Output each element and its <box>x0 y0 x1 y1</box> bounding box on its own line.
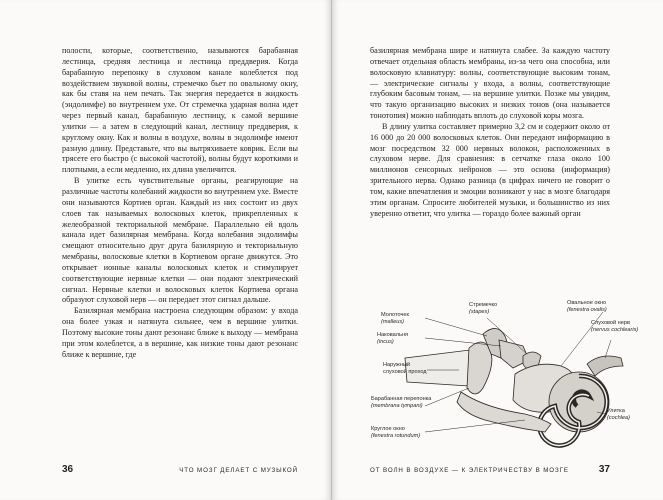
page-number-left: 36 <box>62 464 74 475</box>
label-incus: Наковальня (incus) <box>377 332 409 345</box>
right-page <box>332 0 663 500</box>
label-tympanum: Барабанная перепонка (membrana tympani) <box>371 396 432 409</box>
running-footer-left: ЧТО МОЗГ ДЕЛАЕТ С МУЗЫКОЙ <box>179 467 298 474</box>
left-page <box>0 0 331 500</box>
label-oval-window: Овальное окно (fenestra ovalis) <box>567 300 607 313</box>
ear-anatomy-figure <box>365 296 655 456</box>
left-page-body <box>62 46 298 360</box>
label-malleus: Молоточек (malleus) <box>381 312 409 325</box>
left-paragraph-3: Базилярная мембрана настроена следующим образом: у входа она более узкая и натянута сильнее, чем в вершине улитки. Поэтому высокие тоны дают резонанс ближе к выходу — мембрана при этом колеблется, а в вершине, как низкие тоны дают резонанс ближе к вершине, где <box>62 306 298 359</box>
label-stapes: Стремечко (stapes) <box>469 302 498 315</box>
right-paragraph-2: В длину улитка составляет примерно 3,2 см и содержит около от 16 000 до 20 000 волосковых клеток. Они передают информацию в мозг посредством 32 000 нервных волокон, расположенных в слуховом нерве. Для сравнения: в сетчатке глаза около 100 миллионов сенсорных нейронов — это основа (информация) зрительного нерва. Однако разница (в цифрах ничего не говорит о том, какие впечатления и эмоции возникают у нас в мозге благодаря этим органам. Спросите любителей музыки, и большинство из них уверенно ответит, что улитка — гораздо более важный орган <box>370 121 610 218</box>
label-ear-canal: Наружный слуховой проход <box>383 362 427 375</box>
left-paragraph-2: В улитке есть чувствительные органы, реагирующие на различные частоты колебаний жидкости во внутреннем ухе. Вместе они называются Кортиев орган. Каждый из них состоит из двух слоев так называемых волосковых клеток, прикрепленных к желеобразной текториальной мембране. Параллельно ей вдоль канала идет базилярная мембрана. Когда колебания эндолимфы смещают относительно друг друга базилярную и текториальную мембраны, волосковые клетки в Кортиевом органе движутся. Это открывает ионные каналы волосковых клеток и стимулирует соответствующие нервные клетки — они подают электрический сигнал. Нервные клетки и волосковых клеток Кортиева органа образуют слуховой нерв — он передает этот сигнал дальше. <box>62 176 298 305</box>
label-cochlea: Улитка (cochlea) <box>607 408 631 421</box>
left-paragraph-1: полости, которые, соответственно, называются барабанная лестница, средняя лестница и лестница преддверия. Когда барабанную перепонку в слуховом канале колеблется под воздействием звуковой волны, стремечко бьет по овальному окну, как бы ставя на нем печать. Так энергия передается в жидкость (эндолимфе) во внутреннем ухе. От стремечка ударная волна идет через первый канал, барабанную лестницу, к самой вершине улитки — а затем в следующий канал, лестницу преддверия, к круглому окну. Как и волны в воздухе, волны в эндолимфе имеют разную длину. Представьте, что вы вытряхиваете коврик. Если вы трясете его быстро (с высокой частотой), волны будут короткими и плотными, а если медленно, их длина увеличится. <box>62 46 298 175</box>
right-paragraph-1: базилярная мембрана шире и натянута слабее. За каждую частоту отвечает отдельная область мембраны, из-за чего она способна, или волосковую клавиатуру: волны, соответствующие высоким тонам, — электрические сигналы у входа, а волны, соответствующие глубоким басовым тонам, — на вершине улитки. Позже мы увидим, что такую организацию высоких и низких тонов (она называется тонотопия) можно наблюдать вплоть до слуховой коры мозга. <box>370 46 610 121</box>
right-page-body <box>370 46 610 220</box>
label-auditory-nerve: Слуховой нерв (nervus cochlearis) <box>591 320 639 333</box>
label-round-window: Круглое окно (fenestra rotundum) <box>371 426 421 439</box>
running-footer-right: ОТ ВОЛН В ВОЗДУХЕ — К ЭЛЕКТРИЧЕСТВУ В МОЗГЕ <box>370 467 569 474</box>
page-number-right: 37 <box>598 464 610 475</box>
